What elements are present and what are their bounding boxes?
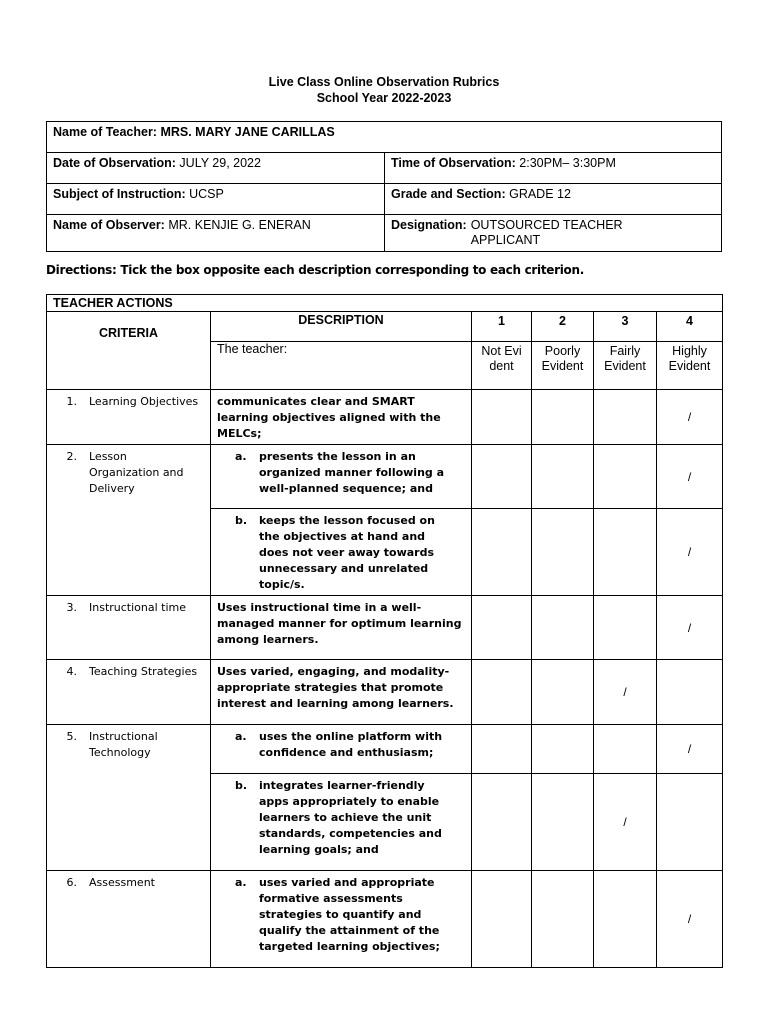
sub-item-text: integrates learner-friendly apps appropriately to enable learners to achieve the unit standards, competencies and learning goals; and bbox=[259, 779, 442, 856]
criterion-number: 1. bbox=[66, 395, 77, 408]
rating-box-3[interactable]: / bbox=[594, 660, 657, 725]
teacher-cell bbox=[47, 122, 722, 153]
criterion-cell bbox=[47, 445, 211, 596]
rating-box-3[interactable] bbox=[594, 871, 657, 968]
criterion-cell bbox=[47, 596, 211, 660]
description-subheader: The teacher: bbox=[211, 342, 472, 390]
scale-label-3: Fairly Evident bbox=[594, 342, 657, 390]
sub-item-text: uses the online platform with confidence and enthusiasm; bbox=[259, 730, 443, 759]
sub-item-letter: a. bbox=[235, 876, 247, 889]
teacher-value: MRS. MARY JANE CARILLAS bbox=[160, 125, 335, 139]
sub-item-letter: a. bbox=[235, 450, 247, 463]
description-header: DESCRIPTION bbox=[211, 312, 472, 342]
document-title bbox=[0, 74, 768, 106]
sub-item-text: keeps the lesson focused on the objectives at hand and does not veer away towards unnecessary and unrelated topic/s. bbox=[259, 514, 435, 591]
rating-box-1[interactable] bbox=[472, 445, 532, 509]
criterion-number: 6. bbox=[66, 876, 77, 889]
criterion-name: Lesson Organization and Delivery bbox=[89, 450, 184, 495]
title-line: Live Class Online Observation Rubrics bbox=[268, 75, 500, 89]
criterion-cell bbox=[47, 725, 211, 871]
rating-box-3[interactable] bbox=[594, 390, 657, 445]
date-value: JULY 29, 2022 bbox=[179, 156, 261, 170]
rating-box-4[interactable]: / bbox=[657, 390, 723, 445]
rating-box-4[interactable] bbox=[657, 660, 723, 725]
rating-box-2[interactable] bbox=[532, 509, 594, 596]
rating-box-2[interactable] bbox=[532, 390, 594, 445]
criterion-number: 2. bbox=[66, 450, 77, 463]
criterion-cell bbox=[47, 871, 211, 968]
criterion-number: 5. bbox=[66, 730, 77, 743]
grade-label: Grade and Section: bbox=[391, 187, 506, 201]
criterion-cell bbox=[47, 660, 211, 725]
table-row bbox=[47, 445, 723, 509]
sub-item-text: uses varied and appropriate formative assessments strategies to quantify and qualify the attainment of the targeted learning objectives; bbox=[259, 876, 440, 953]
scale-label-1: Not Evident bbox=[472, 342, 532, 390]
grade-value: GRADE 12 bbox=[509, 187, 571, 201]
rating-box-4[interactable]: / bbox=[657, 725, 723, 774]
criterion-number: 4. bbox=[66, 665, 77, 678]
section-title: TEACHER ACTIONS bbox=[47, 295, 723, 312]
rating-box-4[interactable] bbox=[657, 774, 723, 871]
rating-box-4[interactable]: / bbox=[657, 596, 723, 660]
criterion-name: Learning Objectives bbox=[89, 395, 199, 408]
rating-box-4[interactable]: / bbox=[657, 445, 723, 509]
date-label: Date of Observation: bbox=[53, 156, 176, 170]
designation-label: Designation: bbox=[391, 218, 467, 232]
rating-box-1[interactable] bbox=[472, 660, 532, 725]
criterion-number: 3. bbox=[66, 601, 77, 614]
observer-value: MR. KENJIE G. ENERAN bbox=[168, 218, 311, 232]
criterion-cell bbox=[47, 390, 211, 445]
sub-item-letter: b. bbox=[235, 779, 248, 792]
description-cell: communicates clear and SMART learning objectives aligned with the MELCs; bbox=[211, 390, 472, 445]
rating-box-1[interactable] bbox=[472, 509, 532, 596]
time-cell bbox=[385, 153, 722, 184]
rating-box-1[interactable] bbox=[472, 596, 532, 660]
table-row bbox=[47, 725, 723, 774]
subject-value: UCSP bbox=[189, 187, 224, 201]
rating-box-4[interactable]: / bbox=[657, 871, 723, 968]
sub-item-letter: a. bbox=[235, 730, 247, 743]
scale-number-2: 2 bbox=[532, 312, 594, 342]
scale-number-1: 1 bbox=[472, 312, 532, 342]
time-label: Time of Observation: bbox=[391, 156, 516, 170]
scale-label-4: Highly Evident bbox=[657, 342, 723, 390]
criterion-name: Teaching Strategies bbox=[89, 665, 198, 678]
rating-box-1[interactable] bbox=[472, 774, 532, 871]
rating-box-4[interactable]: / bbox=[657, 509, 723, 596]
designation-cell bbox=[385, 215, 722, 252]
observation-info-table bbox=[46, 121, 722, 252]
description-cell bbox=[211, 509, 472, 596]
criteria-header: CRITERIA bbox=[47, 312, 211, 390]
description-cell: Uses instructional time in a well-managed manner for optimum learning among learners. bbox=[211, 596, 472, 660]
school-year-line: School Year 2022-2023 bbox=[316, 91, 452, 105]
rating-box-2[interactable] bbox=[532, 445, 594, 509]
observer-label: Name of Observer: bbox=[53, 218, 165, 232]
designation-value: OUTSOURCED TEACHER APPLICANT bbox=[470, 218, 623, 247]
criterion-name: Instructional Technology bbox=[89, 730, 158, 759]
description-cell bbox=[211, 445, 472, 509]
teacher-label: Name of Teacher: bbox=[53, 125, 157, 139]
rating-box-1[interactable] bbox=[472, 725, 532, 774]
criterion-name: Instructional time bbox=[89, 601, 187, 614]
subject-label: Subject of Instruction: bbox=[53, 187, 186, 201]
rating-box-2[interactable] bbox=[532, 871, 594, 968]
rating-box-3[interactable] bbox=[594, 445, 657, 509]
sub-item-letter: b. bbox=[235, 514, 248, 527]
rating-box-3[interactable] bbox=[594, 596, 657, 660]
rating-box-1[interactable] bbox=[472, 871, 532, 968]
directions-text: Directions: Tick the box opposite each description corresponding to each criterion. bbox=[46, 263, 584, 277]
rating-box-3[interactable]: / bbox=[594, 774, 657, 871]
rating-box-2[interactable] bbox=[532, 596, 594, 660]
scale-label-2: Poorly Evident bbox=[532, 342, 594, 390]
criterion-name: Assessment bbox=[89, 876, 155, 889]
rating-box-3[interactable] bbox=[594, 509, 657, 596]
description-cell bbox=[211, 774, 472, 871]
grade-cell bbox=[385, 184, 722, 215]
rating-box-1[interactable] bbox=[472, 390, 532, 445]
description-cell bbox=[211, 871, 472, 968]
date-cell bbox=[47, 153, 385, 184]
description-cell bbox=[211, 725, 472, 774]
rating-box-3[interactable] bbox=[594, 725, 657, 774]
rating-box-2[interactable] bbox=[532, 774, 594, 871]
rating-box-2[interactable] bbox=[532, 660, 594, 725]
description-cell: Uses varied, engaging, and modality-appropriate strategies that promote interest and learning among learners. bbox=[211, 660, 472, 725]
sub-item-text: presents the lesson in an organized manner following a well-planned sequence; and bbox=[259, 450, 445, 495]
observer-cell bbox=[47, 215, 385, 252]
rubric-table bbox=[46, 294, 723, 968]
table-row bbox=[47, 871, 723, 968]
table-row bbox=[47, 660, 723, 725]
rating-box-2[interactable] bbox=[532, 725, 594, 774]
subject-cell bbox=[47, 184, 385, 215]
time-value: 2:30PM– 3:30PM bbox=[519, 156, 616, 170]
table-row bbox=[47, 390, 723, 445]
scale-number-4: 4 bbox=[657, 312, 723, 342]
table-row bbox=[47, 596, 723, 660]
scale-number-3: 3 bbox=[594, 312, 657, 342]
